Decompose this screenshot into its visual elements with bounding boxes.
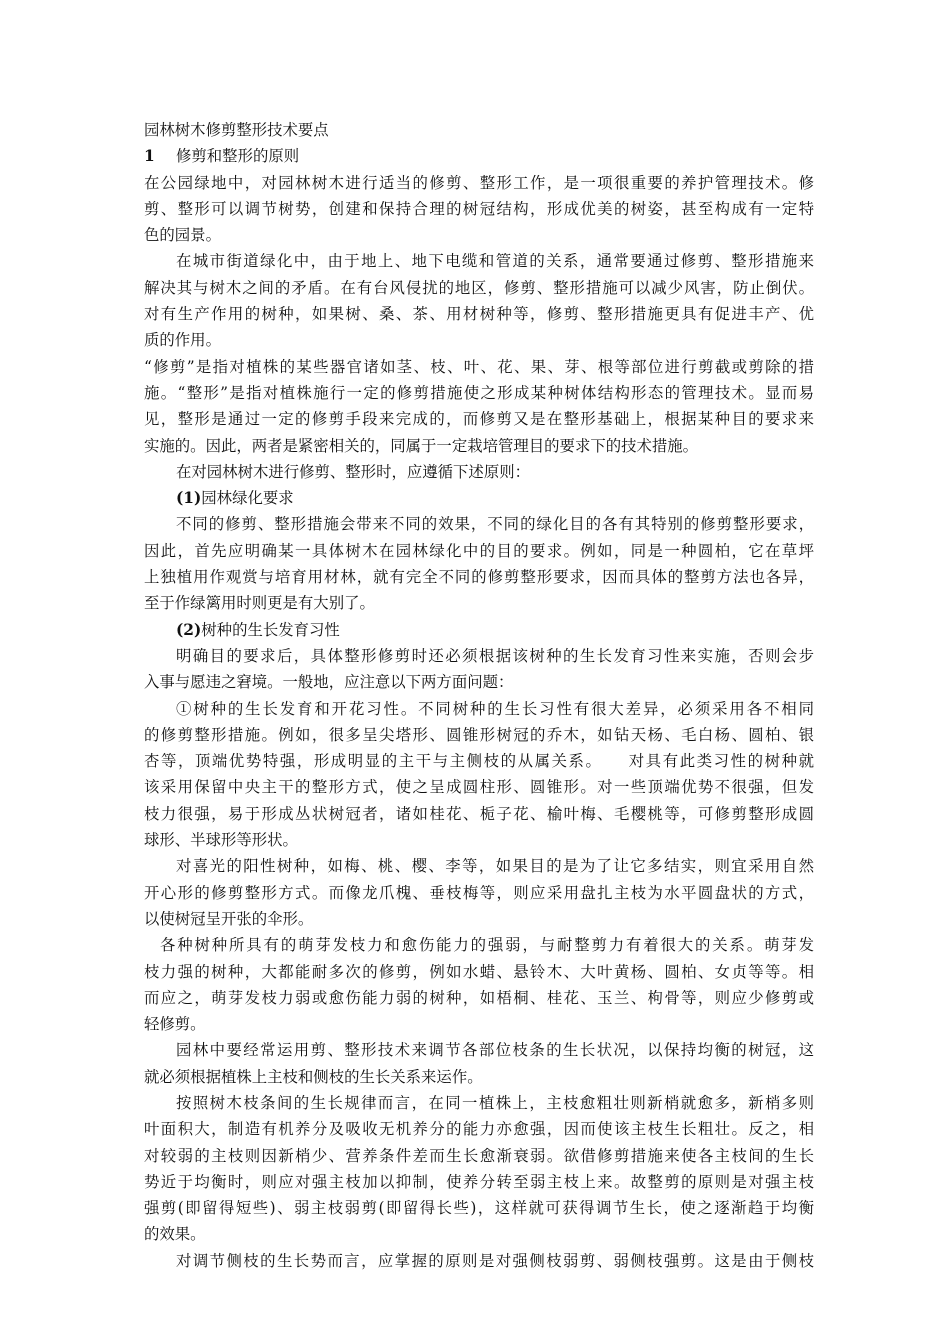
paragraph-line: 势近于均衡时，则应对强主枝加以抑制，使养分转至弱主枝上来。故整剪的原则是对强主枝	[144, 1172, 814, 1191]
paragraph-line: 杏等，顶端优势特强，形成明显的主干与主侧枝的从属关系。 对具有此类习性的树种就	[144, 752, 814, 771]
paragraph-line: “修剪”是指对植株的某些器官诸如茎、枝、叶、花、果、芽、根等部位进行剪截或剪除的措	[144, 357, 814, 376]
paragraph-line: 对有生产作用的树种，如果树、桑、茶、用材树种等，修剪、整形措施更具有促进丰产、优	[144, 305, 814, 324]
document-body	[144, 117, 814, 1274]
section-title: 修剪和整形的原则	[176, 147, 300, 166]
paragraph-line: 而应之，萌芽发枝力弱或愈伤能力弱的树种，如梧桐、桂花、玉兰、枸骨等，则应少修剪或	[144, 988, 814, 1007]
paragraph-line: 质的作用。	[144, 331, 221, 350]
paragraph-line: 解决其与树木之间的矛盾。在有台风侵扰的地区，修剪、整形措施可以减少风害，防止倒伏。	[144, 278, 814, 297]
paragraph-line: 各种树种所具有的萌芽发枝力和愈伤能力的强弱，与耐整剪力有着很大的关系。萌芽发	[160, 936, 814, 955]
paragraph-line: 对喜光的阳性树种，如梅、桃、樱、李等，如果目的是为了让它多结实，则宜采用自然	[176, 857, 814, 876]
subsection-heading	[144, 485, 814, 511]
subsection-heading	[144, 617, 814, 643]
section-number: 1	[144, 147, 155, 166]
paragraph-line: 对调节侧枝的生长势而言，应掌握的原则是对强侧枝弱剪、弱侧枝强剪。这是由于侧枝	[176, 1251, 814, 1270]
paragraph-line: 按照树木枝条间的生长规律而言，在同一植株上，主枝愈粗壮则新梢就愈多，新梢多则	[176, 1093, 814, 1112]
paragraph-line: 轻修剪。	[144, 1015, 206, 1034]
subsection-title: 树种的生长发育习性	[201, 620, 340, 639]
paragraph-line: 以使树冠呈开张的伞形。	[144, 909, 314, 928]
paragraph-line: 在公园绿地中，对园林树木进行适当的修剪、整形工作，是一项很重要的养护管理技术。修	[144, 173, 814, 192]
paragraph-line: 枝力很强，易于形成丛状树冠者，诸如桂花、栀子花、榆叶梅、毛樱桃等，可修剪整形成圆	[144, 804, 814, 823]
subsection-number: (1)	[176, 489, 202, 508]
subsection-number: (2)	[176, 620, 202, 639]
paragraph-line: 就必须根据植株上主枝和侧枝的生长关系来运作。	[144, 1067, 483, 1086]
paragraph-line: 球形、半球形等形状。	[144, 831, 298, 850]
paragraph-line: 的效果。	[144, 1225, 206, 1244]
paragraph-line: 叶面积大，制造有机养分及吸收无机养分的能力亦愈强，因而使该主枝生长粗壮。反之，相	[144, 1120, 814, 1139]
paragraph-line: 该采用保留中央主干的整形方式，使之呈成圆柱形、圆锥形。对一些顶端优势不很强，但发	[144, 778, 814, 797]
document-title: 园林树木修剪整形技术要点	[144, 121, 329, 139]
paragraph-line: 不同的修剪、整形措施会带来不同的效果，不同的绿化目的各有其特别的修剪整形要求，	[176, 515, 814, 534]
subsection-title: 园林绿化要求	[201, 489, 294, 508]
paragraph-line: 见，整形是通过一定的修剪手段来完成的，而修剪又是在整形基础上，根据某种目的要求来	[144, 410, 814, 429]
paragraph-line: 明确目的要求后，具体整形修剪时还必须根据该树种的生长发育习性来实施，否则会步	[176, 646, 814, 665]
paragraph-line: 在对园林树木进行修剪、整形时，应遵循下述原则：	[176, 462, 530, 481]
paragraph-line: 实施的。因此，两者是紧密相关的，同属于一定栽培管理目的要求下的技术措施。	[144, 436, 699, 455]
paragraph-line: 入事与愿违之窘境。一般地，应注意以下两方面问题：	[144, 673, 514, 692]
section-heading	[144, 143, 814, 169]
paragraph-line: 色的园景。	[144, 226, 221, 245]
paragraph-line: 施。“整形”是指对植株施行一定的修剪措施使之形成某种树体结构形态的管理技术。显而易	[144, 383, 814, 402]
paragraph-line: 枝力强的树种，大都能耐多次的修剪，例如水蜡、悬铃木、大叶黄杨、圆柏、女贞等等。相	[144, 962, 814, 981]
paragraph-line: 在城市街道绿化中，由于地上、地下电缆和管道的关系，通常要通过修剪、整形措施来	[176, 252, 814, 271]
paragraph-line: 强剪(即留得短些)、弱主枝弱剪(即留得长些)，这样就可获得调节生长，使之逐渐趋于均衡	[144, 1199, 814, 1218]
paragraph-line: 剪、整形可以调节树势，创建和保持合理的树冠结构，形成优美的树姿，甚至构成有一定特	[144, 199, 814, 218]
paragraph-line: 开心形的修剪整形方式。而像龙爪槐、垂枝梅等，则应采用盘扎主枝为水平圆盘状的方式，	[144, 883, 814, 902]
paragraph-line: 至于作绿篱用时则更是有大别了。	[144, 594, 375, 613]
paragraph-line: 对较弱的主枝则因新梢少、营养条件差而生长愈渐衰弱。欲借修剪措施来使各主枝间的生长	[144, 1146, 814, 1165]
paragraph-line: 园林中要经常运用剪、整形技术来调节各部位枝条的生长状况，以保持均衡的树冠，这	[176, 1041, 814, 1060]
paragraph-line: 上独植用作观赏与培育用材林，就有完全不同的修剪整形要求，因而具体的整剪方法也各异，	[144, 568, 814, 587]
paragraph-line: 的修剪整形措施。例如，很多呈尖塔形、圆锥形树冠的乔木，如钻天杨、毛白杨、圆柏、银	[144, 725, 814, 744]
paragraph-line: 因此，首先应明确某一具体树木在园林绿化中的目的要求。例如，同是一种圆柏，它在草坪	[144, 541, 814, 560]
paragraph-line: ①树种的生长发育和开花习性。不同树种的生长习性有很大差异，必须采用各不相同	[176, 699, 814, 718]
